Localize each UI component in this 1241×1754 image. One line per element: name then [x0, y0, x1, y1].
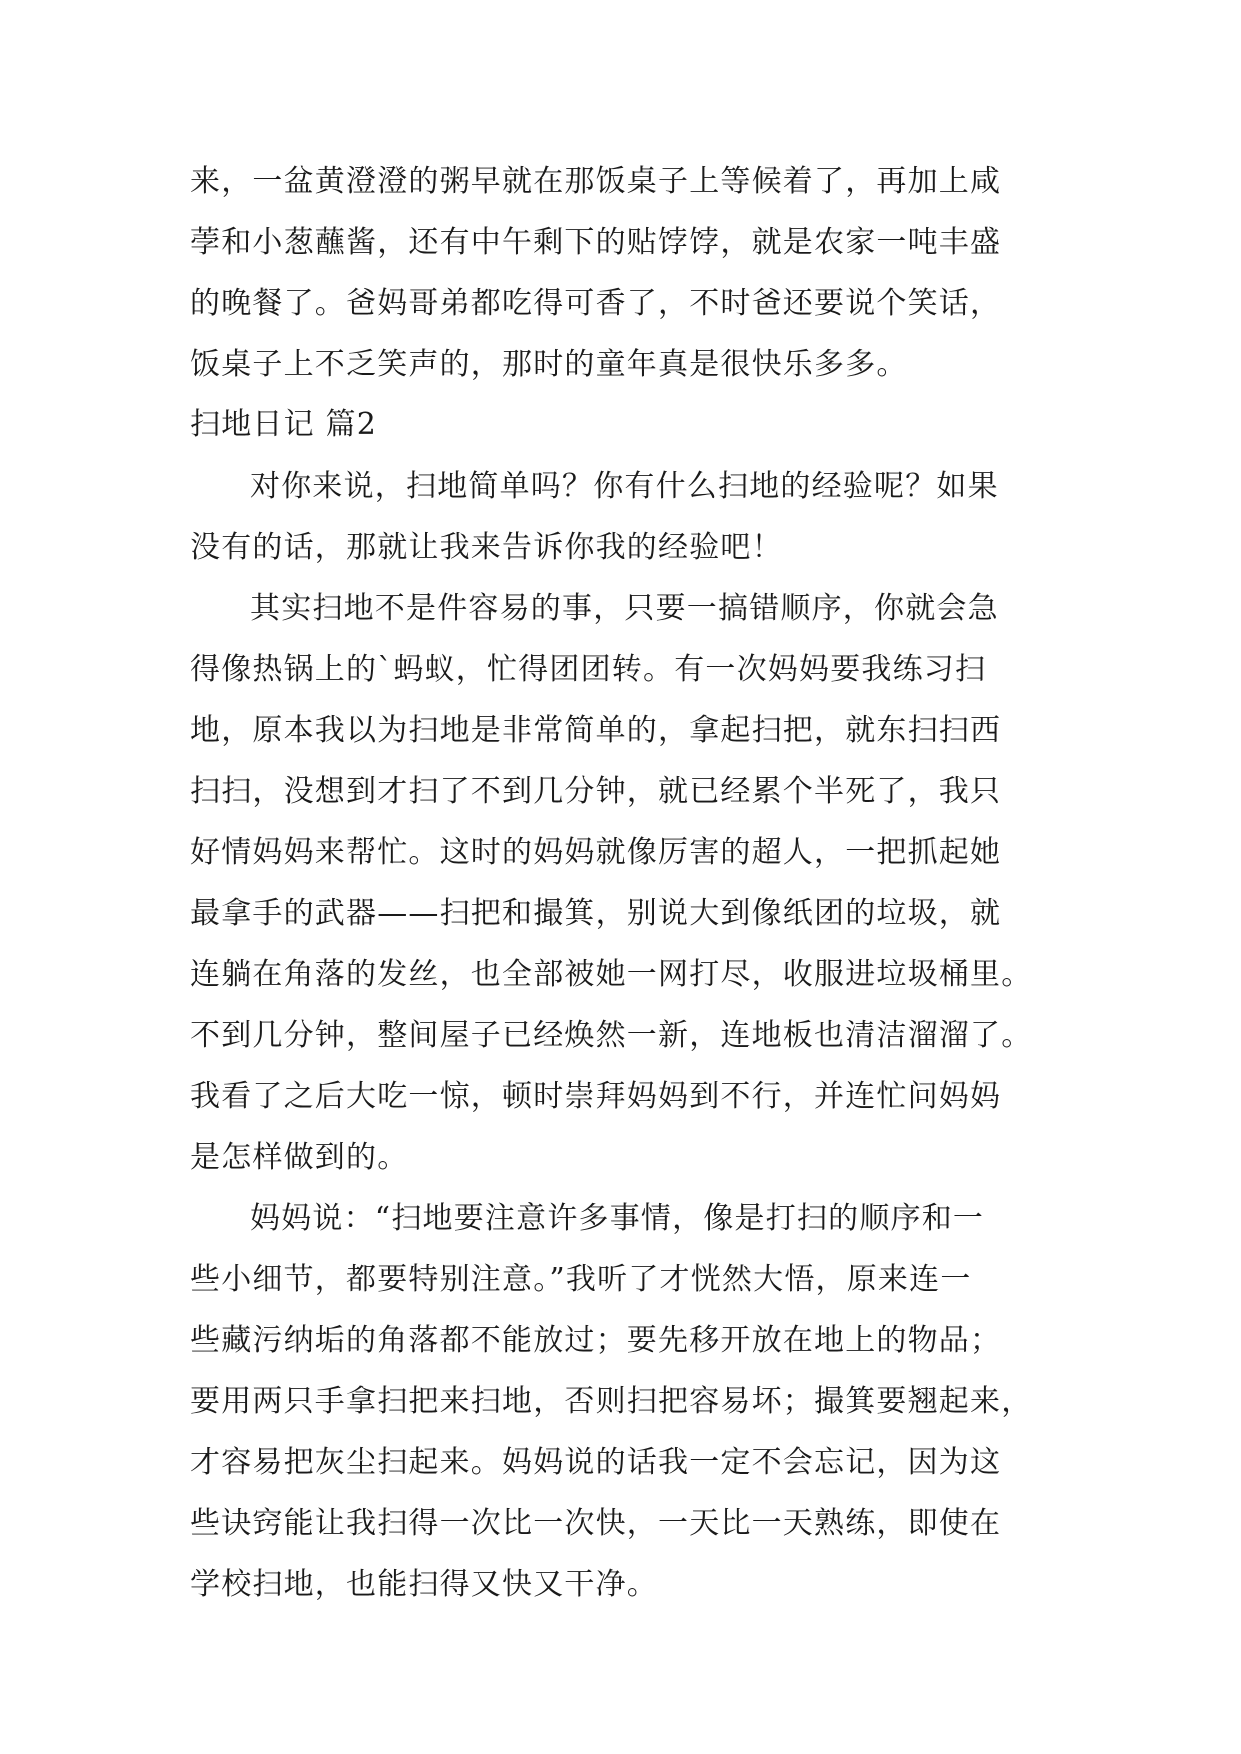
text-line: 没有的话，那就让我来告诉你我的经验吧！	[190, 530, 783, 565]
text-line: 好情妈妈来帮忙。这时的妈妈就像厉害的超人，一把抓起她	[190, 835, 1002, 870]
text-line: 最拿手的武器——扫把和撮箕，别说大到像纸团的垃圾，就	[190, 896, 1002, 931]
text-line: 我看了之后大吃一惊，顿时崇拜妈妈到不行，并连忙问妈妈	[190, 1079, 1002, 1114]
text-line: 对你来说，扫地简单吗？你有什么扫地的经验呢？如果	[250, 469, 999, 504]
text-line: 其实扫地不是件容易的事，只要一搞错顺序，你就会急	[250, 591, 999, 626]
text-line: 的晚餐了。爸妈哥弟都吃得可香了，不时爸还要说个笑话，	[190, 286, 1002, 321]
text-line: 荸和小葱蘸酱，还有中午剩下的贴饽饽，就是农家一吨丰盛	[190, 225, 1002, 260]
text-line: 学校扫地，也能扫得又快又干净。	[190, 1567, 658, 1602]
text-line: 扫扫，没想到才扫了不到几分钟，就已经累个半死了，我只	[190, 774, 1002, 809]
text-line: 不到几分钟，整间屋子已经焕然一新，连地板也清洁溜溜了。	[190, 1018, 1033, 1053]
text-line: 些小细节，都要特别注意。”我听了才恍然大悟，原来连一	[190, 1262, 972, 1297]
text-line: 连躺在角落的发丝，也全部被她一网打尽，收服进垃圾桶里。	[190, 957, 1033, 992]
text-line: 要用两只手拿扫把来扫地，否则扫把容易坏；撮箕要翘起来，	[190, 1384, 1033, 1419]
text-line: 些诀窍能让我扫得一次比一次快，一天比一天熟练，即使在	[190, 1506, 1002, 1541]
text-line: 来，一盆黄澄澄的粥早就在那饭桌子上等候着了，再加上咸	[190, 164, 1002, 199]
text-line: 妈妈说：“扫地要注意许多事情，像是打扫的顺序和一	[250, 1201, 985, 1236]
text-line: 才容易把灰尘扫起来。妈妈说的话我一定不会忘记，因为这	[190, 1445, 1002, 1480]
text-line: 地，原本我以为扫地是非常简单的，拿起扫把，就东扫扫西	[190, 713, 1002, 748]
section-heading: 扫地日记 篇2	[190, 407, 378, 442]
text-line: 饭桌子上不乏笑声的，那时的童年真是很快乐多多。	[190, 347, 908, 382]
text-line: 些藏污纳垢的角落都不能放过；要先移开放在地上的物品；	[190, 1323, 1002, 1358]
text-line: 是怎样做到的。	[190, 1140, 409, 1175]
text-line: 得像热锅上的`蚂蚁，忙得团团转。有一次妈妈要我练习扫	[190, 652, 987, 687]
